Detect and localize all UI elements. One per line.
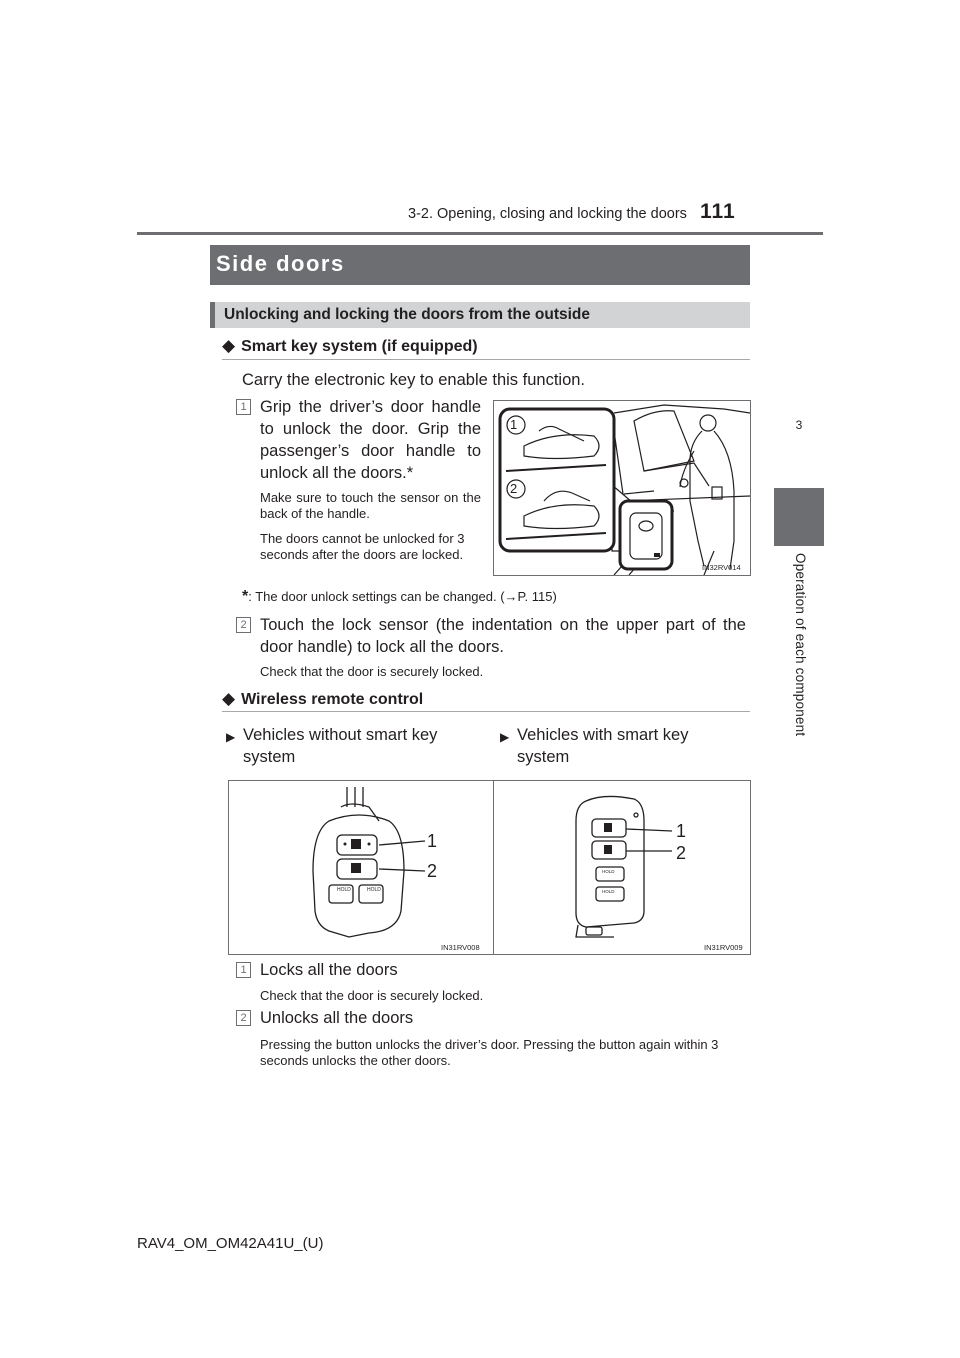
left-figure-code: IN31RV008 [441, 943, 480, 952]
subsection-bar [210, 302, 750, 328]
left-figure-callout-1: 1 [427, 831, 438, 851]
door-handle-illustration [494, 401, 750, 575]
left-figure-callout-2: 2 [427, 861, 438, 881]
step-1-note-sensor: Make sure to touch the sensor on the back of the handle. [260, 490, 481, 521]
hold-label-right-2: HOLD [602, 889, 615, 894]
item-1-badge: 1 [236, 962, 251, 978]
hold-label-left-1: HOLD [337, 887, 351, 893]
step-1-badge: 1 [236, 399, 251, 415]
caption-with-smart-key-text: Vehicles with smart key system [517, 726, 689, 766]
chapter-tab [774, 488, 824, 546]
caption-without-smart-key [226, 724, 456, 768]
item-2-text: Unlocks all the doors [260, 1009, 414, 1027]
door-figure-callout-2: 2 [510, 481, 518, 496]
hold-label-left-2: HOLD [367, 887, 381, 893]
smart-key-intro: Carry the electronic key to enable this function. [242, 371, 586, 389]
caption-with-smart-key [500, 724, 730, 768]
section-title: Side doors [216, 251, 345, 276]
header-section-title: 3-2. Opening, closing and locking the doors [408, 206, 687, 222]
step-1-note-timer: The doors cannot be unlocked for 3 seconds after the doors are locked. [260, 531, 465, 562]
subsection-title: Unlocking and locking the doors from the outside [224, 306, 590, 323]
header-divider [137, 232, 823, 235]
item-1-text: Locks all the doors [260, 961, 398, 979]
item-2-badge: 2 [236, 1010, 251, 1026]
subsection-marker [210, 302, 215, 328]
step-2-note: Check that the door is securely locked. [260, 664, 484, 679]
step-2-text: Touch the lock sensor (the indentation on the upper part of the door handle) to lock all the doors. [260, 616, 746, 656]
diamond-icon: ◆ [222, 336, 236, 355]
remote-key-figure [228, 780, 495, 955]
chapter-title [793, 553, 813, 753]
smart-key-illustration [494, 781, 750, 954]
item-2-note: Pressing the button unlocks the driver’s door. Pressing the button again within 3 seconds unlocks the other doors. [260, 1037, 719, 1068]
model-code: RAV4_OM_OM42A41U_(U) [137, 1235, 324, 1252]
item-1-note: Check that the door is securely locked. [260, 988, 484, 1003]
door-figure-code: IN32RV014 [702, 563, 741, 572]
remote-heading [222, 689, 423, 709]
right-figure-code: IN31RV009 [704, 943, 743, 952]
chapter-number: 3 [795, 418, 803, 432]
smart-key-heading-text: Smart key system (if equipped) [241, 338, 478, 355]
smart-key-heading [222, 336, 478, 356]
door-figure-callout-1: 1 [510, 417, 518, 432]
footnote-text: : The door unlock settings can be changed. (→P. 115) [248, 589, 557, 604]
remote-heading-rule [222, 711, 750, 712]
smart-key-heading-rule [222, 359, 750, 360]
footnote [242, 588, 557, 606]
door-handle-figure [493, 400, 751, 576]
step-2-badge: 2 [236, 617, 251, 633]
chapter-title-text: Operation of each component [793, 553, 808, 737]
remote-heading-text: Wireless remote control [241, 691, 424, 708]
diamond-icon: ◆ [222, 689, 236, 708]
section-title-bar [210, 245, 750, 285]
right-figure-callout-2: 2 [676, 843, 687, 863]
right-figure-callout-1: 1 [676, 821, 687, 841]
footnote-mark: * [242, 588, 249, 605]
remote-key-illustration [229, 781, 494, 954]
hold-label-right-1: HOLD [602, 869, 615, 874]
triangle-right-icon: ▶ [226, 730, 236, 744]
step-1-text: Grip the driver’s door handle to unlock the door. Grip the passenger’s door handle to unlock all the doors.* [260, 398, 481, 482]
smart-key-figure [493, 780, 751, 955]
caption-without-smart-key-text: Vehicles without smart key system [243, 726, 438, 766]
triangle-right-icon: ▶ [500, 730, 510, 744]
page-number: 111 [700, 200, 736, 223]
